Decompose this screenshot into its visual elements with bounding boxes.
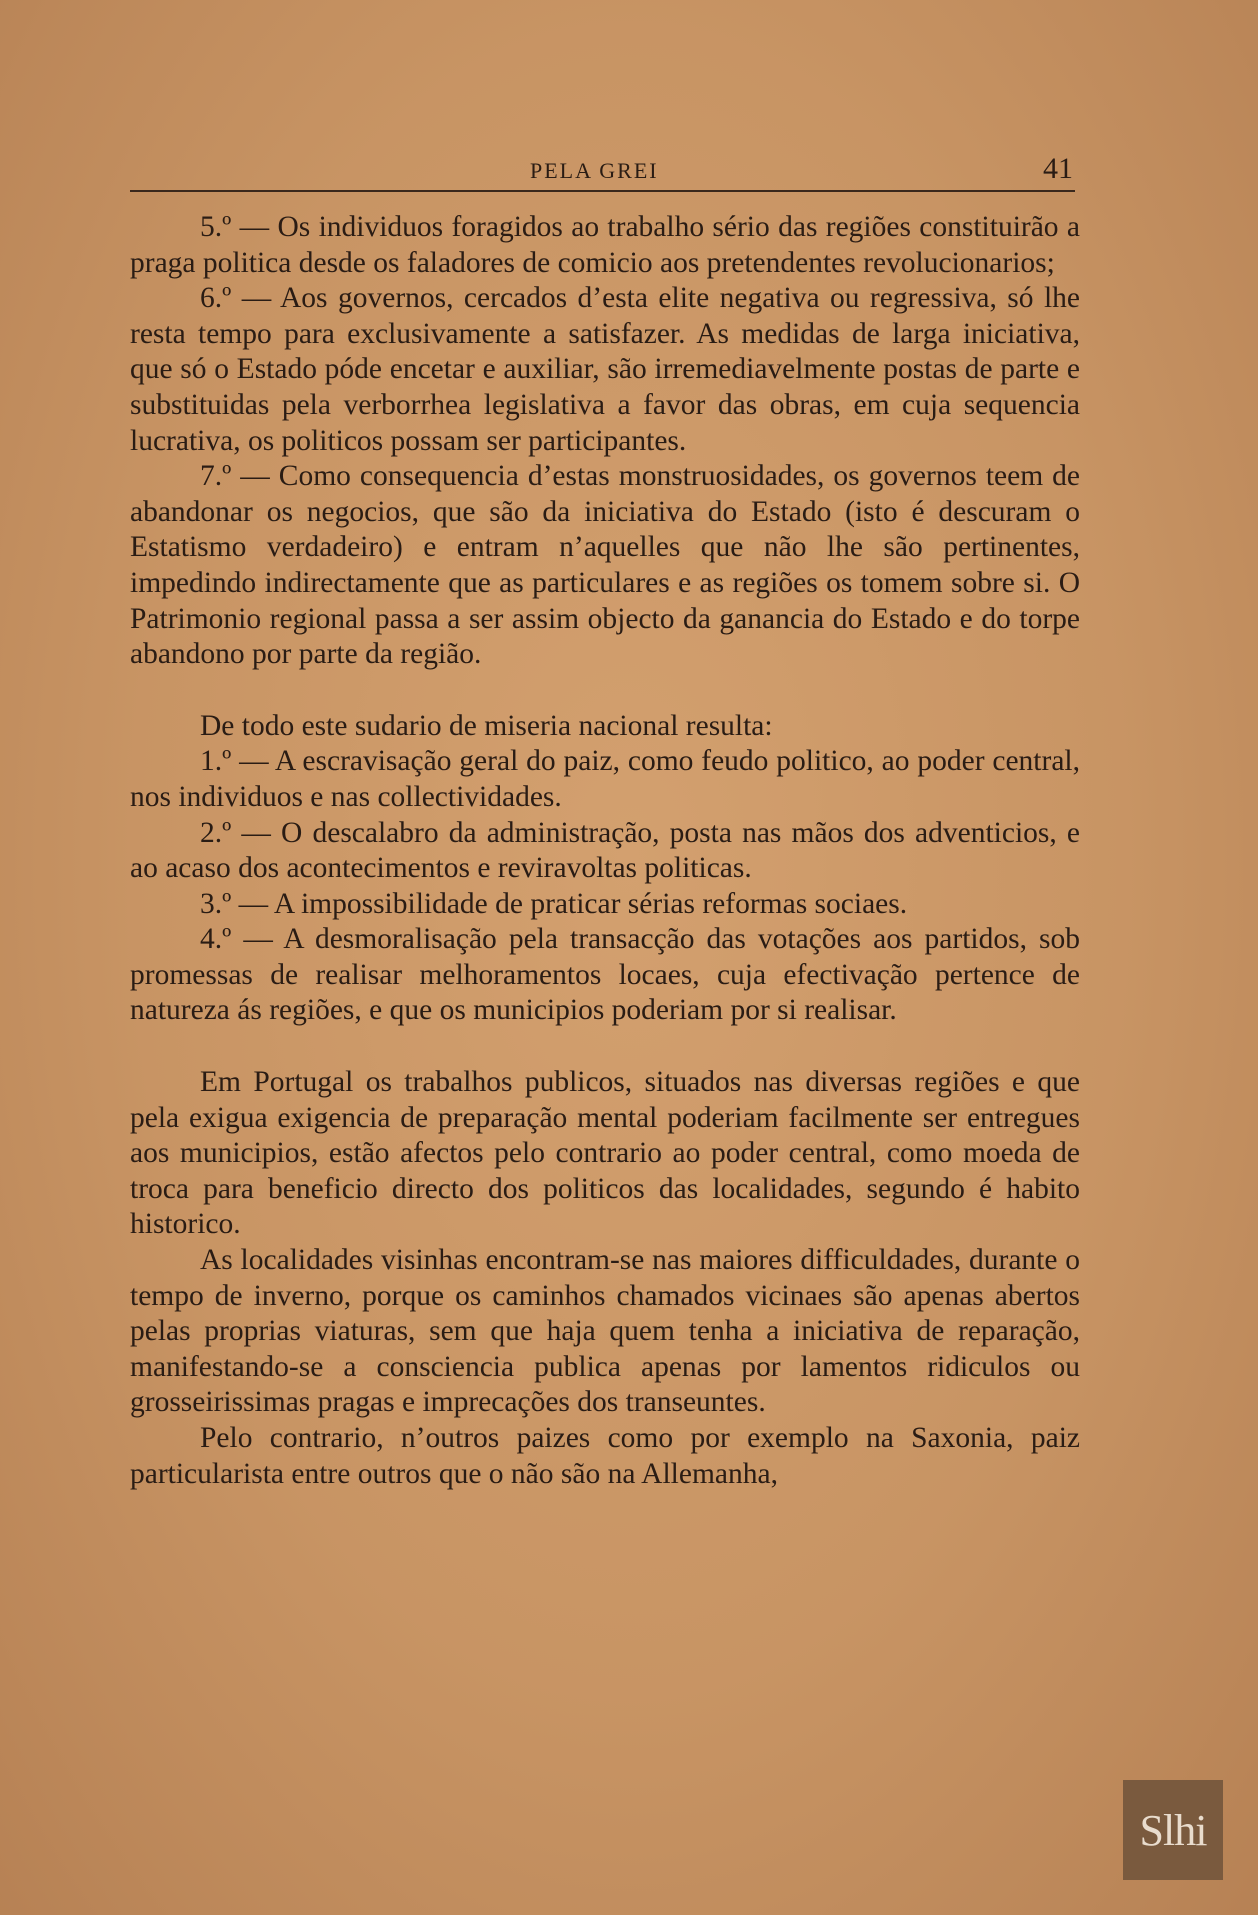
paragraph-result-1: 1.º — A escravisação geral do paiz, como feudo politico, ao poder central, nos individuos e nas collectividades. [130, 745, 1080, 813]
page-number: 41 [1043, 152, 1073, 185]
paragraph-result-2: 2.º — O descalabro da administração, posta nas mãos dos adventicios, e ao acaso dos acontecimentos e reviravoltas politicas. [130, 816, 1080, 885]
running-title: PELA GREI [530, 158, 659, 183]
paragraph-result-intro: De todo este sudario de miseria nacional resulta: [200, 709, 773, 742]
paragraph-localidades: As localidades visinhas encontram-se nas maiores difficuldades, durante o tempo de inverno, porque os caminhos chamados vicinaes são apenas abertos pelas proprias viaturas, sem que haja quem tenha a iniciativa de reparação, manifestando-se a consciencia publica apenas por lamentos ridiculos ou grosseirissimas pragas e imprecações dos transeuntes. [130, 1244, 1080, 1419]
running-head [130, 150, 1075, 192]
paragraph-item-5: 5.º — Os individuos foragidos ao trabalho sério das regiões constituirão a praga politica desde os faladores de comicio aos pretendentes revolucionarios; [130, 211, 1080, 279]
paragraph-saxonia: Pelo contrario, n’outros paizes como por exemplo na Saxonia, paiz particularista entre outros que o não são na Allemanha, [130, 1422, 1080, 1490]
library-stamp-logo [1123, 1780, 1223, 1880]
stamp-text: Slhi [1139, 1805, 1207, 1855]
paragraph-portugal: Em Portugal os trabalhos publicos, situados nas diversas regiões e que pela exigua exigencia de preparação mental poderiam facilmente ser entregues aos municipios, estão afectos pelo contrario ao poder central, como moeda de troca para beneficio directo dos politicos das localidades, segundo é habito historico. [130, 1066, 1080, 1241]
paragraph-result-3: 3.º — A impossibilidade de praticar sérias reformas sociaes. [200, 887, 908, 920]
paragraph-result-4: 4.º — A desmoralisação pela transacção das votações aos partidos, sob promessas de realisar melhoramentos locaes, cuja efectivação pertence de natureza ás regiões, e que os municipios poderiam por si realisar. [130, 923, 1080, 1027]
paragraph-item-7: 7.º — Como consequencia d’estas monstruosidades, os governos teem de abandonar os negocios, que são da iniciativa do Estado (isto é descuram o Estatismo verdadeiro) e entram n’aquelles que não lhe são pertinentes, impedindo indirectamente que as particulares e as regiões os tomem sobre si. O Patrimonio regional passa a ser assim objecto da ganancia do Estado e do torpe abandono por parte da região. [130, 460, 1080, 671]
paragraph-item-6: 6.º — Aos governos, cercados d’esta elite negativa ou regressiva, só lhe resta tempo para exclusivamente a satisfazer. As medidas de larga iniciativa, que só o Estado póde encetar e auxiliar, são irremediavelmente postas de parte e substituidas pela verborrhea legislativa a favor das obras, em cuja sequencia lucrativa, os politicos possam ser participantes. [130, 282, 1080, 457]
body-text [130, 210, 1080, 1492]
